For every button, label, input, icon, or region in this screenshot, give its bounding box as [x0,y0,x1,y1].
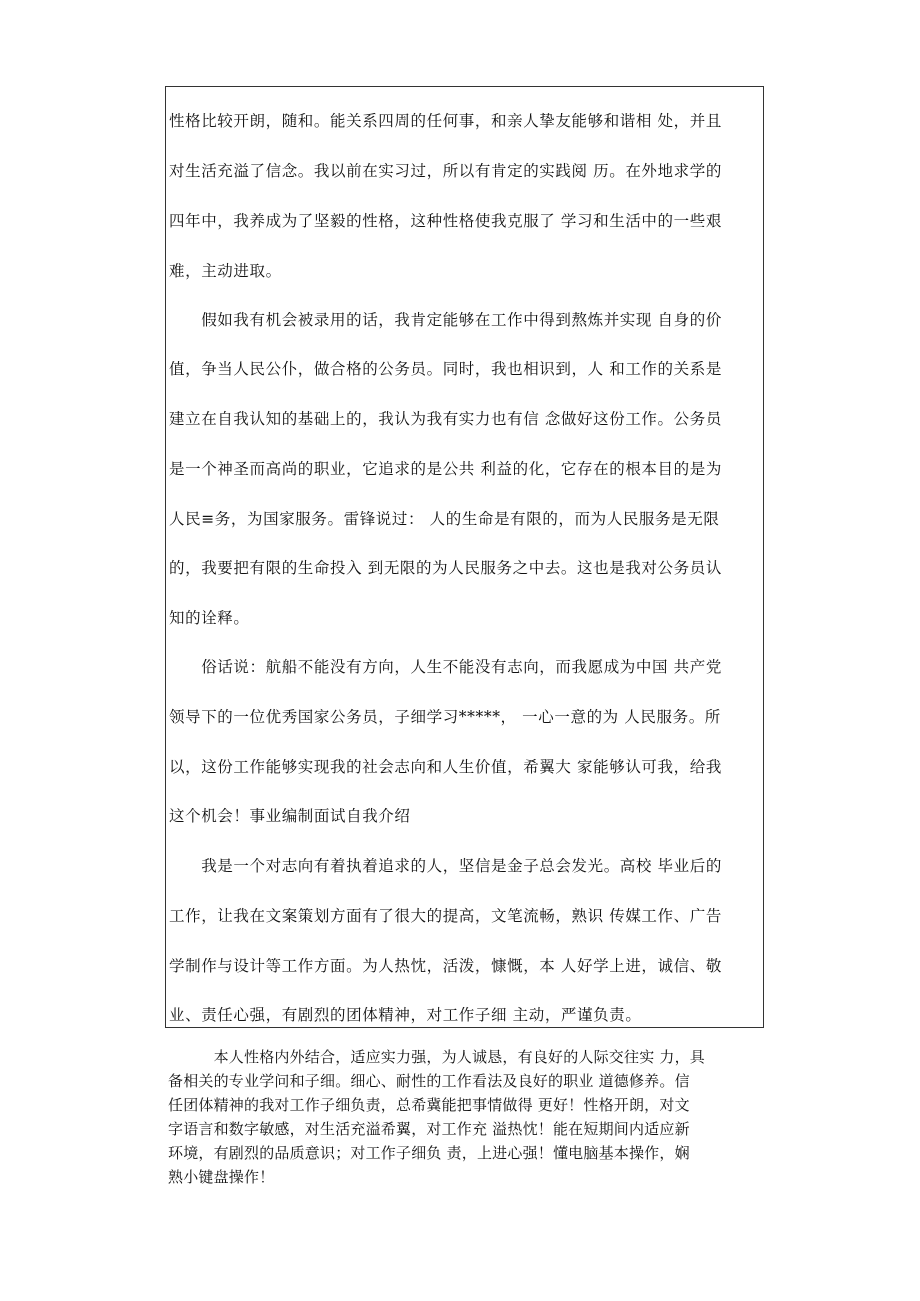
box-text-line: 难，主动进取。 [169,262,282,280]
box-text-line: 的，我要把有限的生命投入 到无限的为人民服务之中去。这也是我对公务员认 [169,559,722,577]
body-text-line: 备相关的专业学问和子细。细心、耐性的工作看法及良好的职业 道德修养。信 [168,1072,690,1090]
box-text-line: 工作，让我在文案策划方面有了很大的提高，文笔流畅，熟识 传媒工作、广告 [169,907,722,925]
box-text-line: 领导下的一位优秀国家公务员，子细学习*****， 一心一意的为 人民服务。所 [169,708,721,726]
box-text-line: 是一个神圣而高尚的职业，它追求的是公共 利益的化，它存在的根本目的是为 [169,460,722,478]
box-text-line: 值，争当人民公仆，做合格的公务员。同时，我也相识到，人 和工作的关系是 [169,360,722,378]
body-text-line: 任团体精神的我对工作子细负责，总希冀能把事情做得 更好！性格开朗，对文 [168,1096,690,1114]
box-text-line: 学制作与设计等工作方面。为人热忱，活泼，慷慨，本 人好学上进，诚信、敬 [169,957,722,975]
box-text-line: 以，这份工作能够实现我的社会志向和人生价值，希翼大 家能够认可我，给我 [169,758,722,776]
box-text-line: 假如我有机会被录用的话，我肯定能够在工作中得到熬炼并实现 自身的价 [169,311,722,329]
body-text-line: 熟小键盘操作！ [168,1168,275,1186]
box-text-line: 四年中，我养成为了坚毅的性格，这种性格使我克服了 学习和生活中的一些艰 [169,212,722,230]
box-text-line: 性格比较开朗，随和。能关系四周的任何事，和亲人挚友能够和谐相 处，并且 [169,112,722,130]
body-text-line: 环境，有剧烈的品质意识；对工作子细负 责，上进心强！懂电脑基本操作，娴 [168,1144,690,1162]
box-text-line: 这个机会！事业编制面试自我介绍 [169,807,411,825]
box-text-line: 人民≡务，为国家服务。雷锋说过： 人的生命是有限的，而为人民服务是无限 [169,510,720,528]
box-text-line: 建立在自我认知的基础上的，我认为我有实力也有信 念做好这份工作。公务员 [169,410,722,428]
body-text-line: 本人性格内外结合，适应实力强，为人诚恳，有良好的人际交往实 力，具 [168,1048,705,1066]
box-text-line: 知的诠释。 [169,609,250,627]
body-text-line: 字语言和数字敏感，对生活充溢希翼，对工作充 溢热忱！能在短期间内适应新 [168,1120,690,1138]
box-text-line: 对生活充溢了信念。我以前在实习过，所以有肯定的实践阅 历。在外地求学的 [169,162,722,180]
box-text-line: 俗话说：航船不能没有方向，人生不能没有志向，而我愿成为中国 共产党 [169,658,722,676]
box-text-line: 我是一个对志向有着执着追求的人，坚信是金子总会发光。高校 毕业后的 [169,857,722,875]
box-text-line: 业、责任心强，有剧烈的团体精神，对工作子细 主动，严谨负责。 [169,1006,642,1024]
